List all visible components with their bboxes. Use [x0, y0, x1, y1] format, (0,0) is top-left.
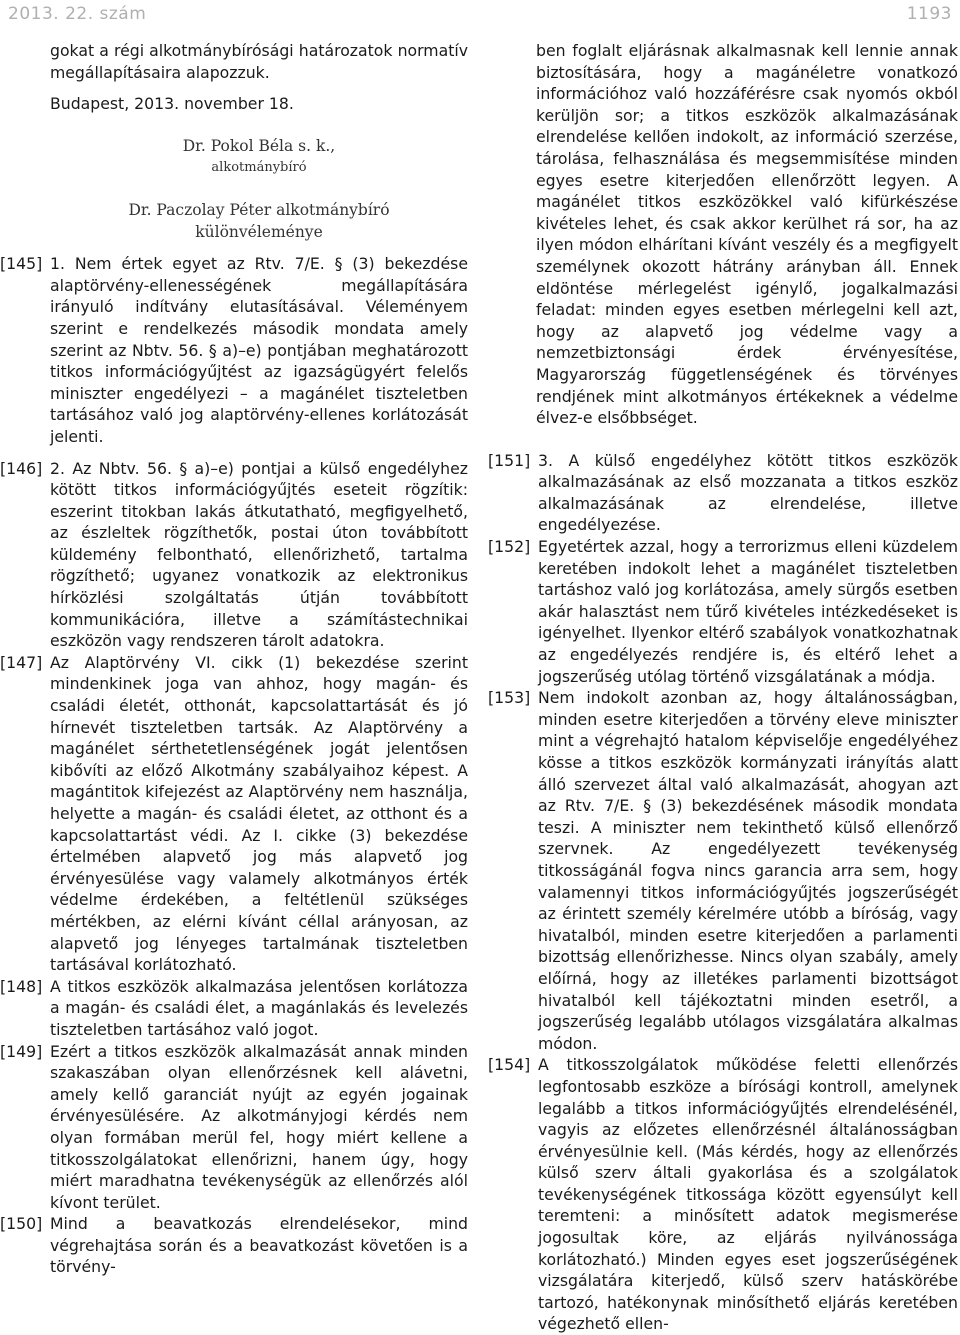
paragraph-146: [0, 458, 468, 652]
paragraph-152: [488, 536, 958, 687]
paragraph-149: [0, 1041, 468, 1214]
paragraph-text: A titkos eszközök alkalmazása jelentősen korlátozza a magán- és családi élet, a magánlakás és levelezés tiszteletben tartásához való jogot.: [50, 976, 468, 1039]
page-header: [0, 0, 960, 30]
paragraph-number: [145]: [0, 254, 43, 274]
opinion-title: Dr. Paczolay Péter alkotmánybíró: [128, 200, 390, 219]
paragraph-number: [151]: [488, 450, 531, 470]
paragraph-text: Az Alaptörvény VI. cikk (1) bekezdése szerint mindenkinek joga van ahhoz, hogy magán- és családi életét, otthonát, kapcsolattartását és jó hírnevét tiszteletben tartsák. Az Alaptörvény a magánélet sérthetetlenségének jogát jelentősen kibővíti az előző Alkotmány szabályaihoz képest. A magántitok kifejezést az Alaptörvény nem használja, helyette a magán- és családi életet, az otthont és a kapcsolattartást védi. Az I. cikke (3) bekezdése értelmében alapvető jog más alapvető jog érvényesülése vagy valamely alkotmányos érték védelme érdekében, a feltétlenül szükséges mértékben, az elérni kívánt céllal arányosan, az alapvető jog lényeges tartalmának tiszteletben tartásával korlátozható.: [50, 652, 468, 975]
paragraph-145: [0, 253, 468, 447]
left-column: [0, 40, 468, 1278]
page-number: 1193: [906, 4, 952, 24]
continuation-text: ben foglalt eljárásnak alkalmasnak kell lennie annak biztosítására, hogy a magánéletre vonatkozó információhoz való hozzáférésre csak nyomós okból kerüljön sor; a titkos eszközök alkalmazásának elrendelése kellően indokolt, az információ szerzése, tárolása, felhasználása és megsemmisítése minden egyes esetre kiterjedően ellenőrzött legyen. A magánélet titkos eszközökkel való kifürkészése kivételes lehet, és csak akkor kerülhet rá sor, ha az ilyen módon elhárítani kívánt veszély és a megfigyelt személynek okozott hátrány arányban áll. Ennek eldöntése mérlegelést igénylő, jogalkalmazási feladat: minden egyes esetben mérlegelni kell azt, hogy az alapvető jog védelme vagy a nemzetbiztonsági érdek érvényesítése, Magyarország függetlenségének és törvényes rendjének mint alkotmányos értékeknek a védelme élvez-e elsőbbséget.: [536, 41, 958, 428]
paragraph-number: [148]: [0, 976, 43, 996]
opinion-subtitle: különvéleménye: [195, 222, 323, 241]
signature-role: alkotmánybíró: [211, 160, 307, 176]
paragraph-148: [0, 976, 468, 1041]
paragraph-text: Nem indokolt azonban az, hogy általánosságban, minden esetre kiterjedően a törvény eleve miniszter mint a végrehajtó hatalom képviselője engedélyéhez kösse a titkos eszközök kormányzati irányítás alatt álló szervezet által való alkalmazását, ahogyan azt az Rtv. 7/E. § (3) bekezdésének második mondata teszi. A miniszter nem tekinthető külső ellenőrző szervnek. Az engedélyezett tevékenység titkosságánál fogva nincs garancia arra sem, hogy valamennyi titkos információgyűjtés jogszerűségét az érintett személy kérelmére utóbb a bíróság, vagy hivatalból, minden esetre kiterjedően a parlamenti bizottság ellenőrizhesse. Nincs olyan szabály, amely előírná, hogy az illetékes parlamenti bizottságot hivatalból kell tájékoztatni minden esetről, a jogszerűség legalább utólagos vizsgálatára alkalmas módon.: [538, 688, 958, 1053]
paragraph-number: [149]: [0, 1041, 43, 1061]
paragraph-number: [152]: [488, 537, 531, 557]
paragraph-number: [154]: [488, 1055, 531, 1075]
signature-name: Dr. Pokol Béla s. k.,: [182, 136, 336, 155]
paragraph-number: [150]: [0, 1214, 43, 1234]
paragraph-text: 3. A külső engedélyhez kötött titkos eszközök alkalmazásának az első mozzanata a titkos eszköz alkalmazásának az elrendelése, illetve engedélyezése.: [538, 450, 958, 535]
paragraph-text: 2. Az Nbtv. 56. § a)–e) pontjai a külső engedélyhez kötött titkos információgyűjtés eseteit rögzítik: eszerint titokban lakás átkutatható, megfigyelhető, az észleltek rögzíthetők, postai úton továbbított küldemény felbontható, ellenőrizhető, tartalma rögzíthető; ugyanez vonatkozik az elektronikus hírközlési szolgáltatás útján továbbított kommunikációra, illetve a számítástechnikai eszközön vagy rendszeren tárolt adatokra.: [50, 458, 468, 651]
issue-label: 2013. 22. szám: [8, 4, 147, 24]
paragraph-147: [0, 652, 468, 976]
paragraph-number: [147]: [0, 652, 43, 672]
paragraph-number: [153]: [488, 688, 531, 708]
paragraph-text: Mind a beavatkozás elrendelésekor, mind végrehajtása során és a beavatkozást követően is a törvény-: [50, 1214, 468, 1277]
place-date: Budapest, 2013. november 18.: [50, 94, 294, 114]
paragraph-text: 1. Nem értek egyet az Rtv. 7/E. § (3) bekezdése alaptörvény-ellenességének megállapítására irányuló indítvány elutasításával. Véleményem szerint e rendelkezés második mondata amely szerint az Nbtv. 56. § a)–e) pontjában meghatározott titkos információgyűjtést az igazságügyért felelős miniszter engedélyezi – a magánélet tiszteletben tartásához való jog alaptörvény-ellenes korlátozását jelenti.: [50, 254, 468, 446]
right-column: [488, 40, 958, 1335]
intro-text: gokat a régi alkotmánybírósági határozatok normatív megállapításaira alapozzuk.: [50, 41, 468, 82]
paragraph-text: A titkosszolgálatok működése feletti ellenőrzés legfontosabb eszköze a bírósági kontroll, amelynek legalább a titkos információgyűjtés elrendelésénél, vagyis az előzetes ellenőrzésnél általánosságban érvényesülnie kell. (Más kérdés, hogy az ellenőrzés külső szerv általi gyakorlása és a szolgálatok tevékenységének titkossága között egyensúlyt kell teremteni: a minősített adatok megismerése jogosultak köre, az eljárás nyilvánossága korlátozható.) Minden egyes eset jogszerűségének vizsgálatára kiterjedő, külső szerv hatáskörébe tartozó, hatékonynak minősíthető eljárás keretében végezhető ellen-: [538, 1055, 958, 1334]
paragraph-text: Egyetértek azzal, hogy a terrorizmus elleni küzdelem keretében indokolt lehet a magánélet tiszteletben tartáshoz való jog korlátozása, amely sürgős esetben akár halasztást nem tűrő kivételes intézkedéseket is igényelhet. Ilyenkor eltérő szabályok vonatkozhatnak az engedélyezés rendjére is, és eltérő lehet a jogszerűség utólag történő vizsgálatának a módja.: [538, 537, 958, 686]
paragraph-text: Ezért a titkos eszközök alkalmazását annak minden szakaszában olyan ellenőrzésnek kell alávetni, amely kellő garanciát nyújt az egyén jogainak érvényesülésére. Az alkotmányjogi kérdés nem olyan formában merül fel, hogy miért kellene a titkosszolgálatokat ellenőrizni, hanem úgy, hogy miért maradhatna tevékenységük az ellenőrzés alól kívont terület.: [50, 1041, 468, 1212]
paragraph-153: [488, 687, 958, 1054]
paragraph-151: [488, 450, 958, 536]
paragraph-150: [0, 1213, 468, 1278]
paragraph-number: [146]: [0, 458, 43, 478]
paragraph-154: [488, 1054, 958, 1335]
